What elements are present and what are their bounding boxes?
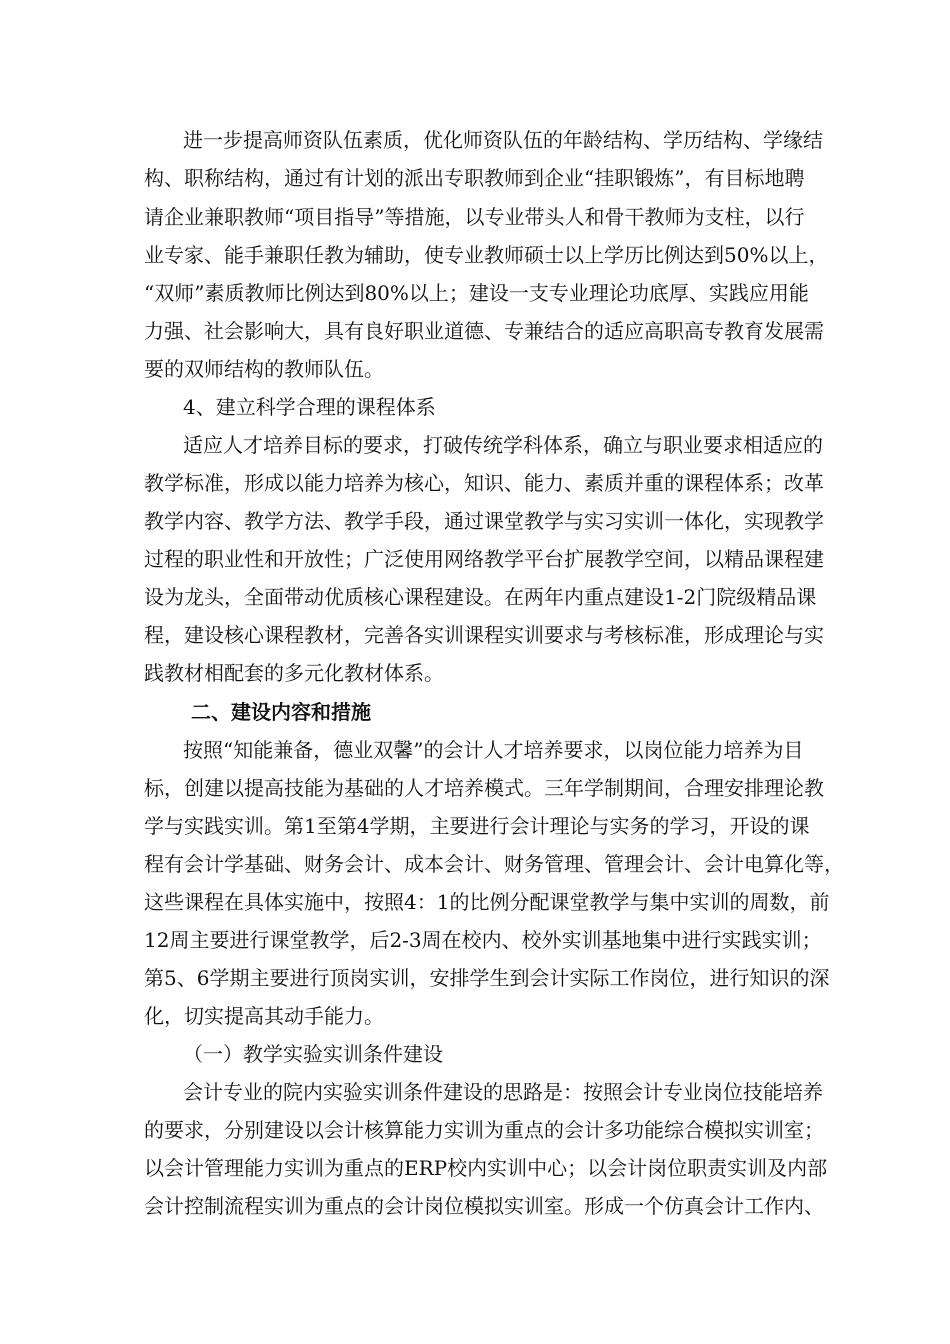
- paragraph-line: 业专家、能手兼职任教为辅助，使专业教师硕士以上学历比例达到50%以上，: [144, 243, 829, 267]
- paragraph-line: 程，建设核心课程教材，完善各实训课程实训要求与考核标准，形成理论与实: [144, 623, 824, 647]
- paragraph-line: 请企业兼职教师“项目指导”等措施，以专业带头人和骨干教师为支柱，以行: [144, 205, 805, 229]
- paragraph-line: 会计专业的院内实验实训条件建设的思路是：按照会计专业岗位技能培养: [183, 1080, 823, 1104]
- paragraph-line: 要的双师结构的教师队伍。: [144, 357, 384, 381]
- subsection-heading-1: （一）教学实验实训条件建设: [183, 1042, 443, 1066]
- paragraph-line: 过程的职业性和开放性；广泛使用网络教学平台扩展教学空间，以精品课程建: [144, 547, 824, 571]
- paragraph-line: 进一步提高师资队伍素质，优化师资队伍的年龄结构、学历结构、学缘结: [183, 128, 823, 152]
- paragraph-line: 的要求，分别建设以会计核算能力实训为重点的会计多功能综合模拟实训室；: [144, 1118, 824, 1142]
- paragraph-line: 按照“知能兼备，德业双馨”的会计人才培养要求，以岗位能力培养为目: [183, 738, 804, 762]
- paragraph-line: 设为龙头，全面带动优质核心课程建设。在两年内重点建设1-2门院级精品课: [144, 585, 817, 609]
- paragraph-line: “双师”素质教师比例达到80%以上；建设一支专业理论功底厚、实践应用能: [144, 281, 809, 305]
- paragraph-line: 这些课程在具体实施中，按照4：1的比例分配课堂教学与集中实训的周数，前: [144, 890, 830, 914]
- section-heading-2: 二、建设内容和措施: [191, 700, 371, 724]
- paragraph-line: 程有会计学基础、财务会计、成本会计、财务管理、管理会计、会计电算化等，: [144, 852, 844, 876]
- paragraph-line: 学与实践实训。第1至第4学期，主要进行会计理论与实务的学习，开设的课: [144, 814, 810, 838]
- paragraph-line: 12周主要进行课堂教学，后2-3周在校内、校外实训基地集中进行实践实训；: [144, 928, 822, 952]
- paragraph-line: 践教材相配套的多元化教材体系。: [144, 661, 444, 685]
- paragraph-line: 力强、社会影响大，具有良好职业道德、专兼结合的适应高职高专教育发展需: [144, 319, 824, 343]
- section-heading-4: 4、建立科学合理的课程体系: [183, 395, 436, 419]
- paragraph-line: 化，切实提高其动手能力。: [144, 1004, 384, 1028]
- paragraph-line: 以会计管理能力实训为重点的ERP校内实训中心；以会计岗位职责实训及内部: [144, 1156, 828, 1180]
- paragraph-line: 教学标准，形成以能力培养为核心，知识、能力、素质并重的课程体系；改革: [144, 471, 824, 495]
- paragraph-line: 会计控制流程实训为重点的会计岗位模拟实训室。形成一个仿真会计工作内、: [144, 1194, 824, 1218]
- paragraph-line: 第5、6学期主要进行顶岗实训，安排学生到会计实际工作岗位，进行知识的深: [144, 966, 830, 990]
- paragraph-line: 构、职称结构，通过有计划的派出专职教师到企业“挂职锻炼”，有目标地聘: [144, 166, 805, 190]
- paragraph-line: 标，创建以提高技能为基础的人才培养模式。三年学制期间，合理安排理论教: [144, 776, 824, 800]
- paragraph-line: 教学内容、教学方法、教学手段，通过课堂教学与实习实训一体化，实现教学: [144, 509, 824, 533]
- paragraph-line: 适应人才培养目标的要求，打破传统学科体系，确立与职业要求相适应的: [183, 433, 823, 457]
